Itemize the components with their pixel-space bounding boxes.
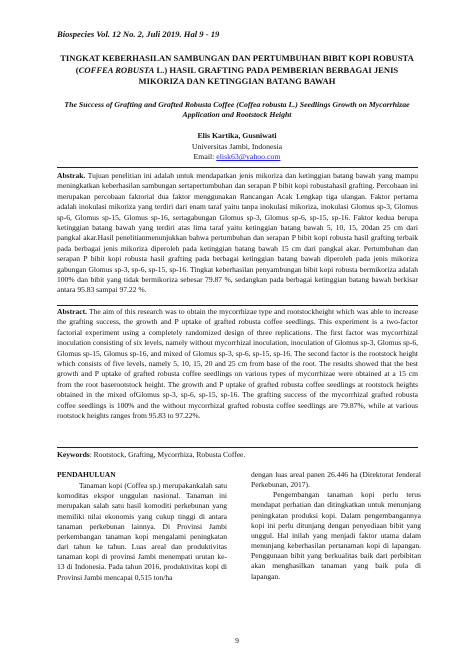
- abstract-paragraph: [57, 307, 418, 421]
- author-names: Elis Kartika, Gusniwati: [197, 131, 277, 140]
- author-block: [60, 131, 414, 163]
- section-heading-introduction: PENDAHULUAN: [57, 470, 116, 479]
- abstract-text: The aim of this research was to obtain the mycorrhizae type and rootstockheight which was able to increase the grafting success, the growth and P uptake of grafted robusta coffee seedlings. This experiment is a two-factor factorial experiment using a completely randomized design of three replications. The first factor was mycorrhizal inoculation consisting of six levels, namely without mycorrhizal inoculation, inoculation of Glomus sp-3, Glomus sp-6, Glomus sp-15, Glomus sp-16, and mixed of Glomus sp-3, sp-6, sp-15, sp-16. The second factor is the rootstock height which consists of five levels, namely 5, 10, 15, 20 and 25 cm from base of the root. The results showed that the best growth and P uptake of grafted robusta coffee seedlings on various types of mycorrhizae were obtained at a 15 cm from the root baserootstock height. The growth and P uptake of grafted robusta coffee seedlings at rootstock heights obtained in the mixed ofGlomus sp-3, sp-6, sp-15, sp-16. The grafting success of the mycorrhizal grafted robusta coffee seedlings is 100% and the without mycorrhizal grafted robusta coffee seedlings are 79.87%, while at various rootstock heights ranges from 95.83 to 97.22%.: [57, 307, 418, 421]
- english-title: The Success of Grafting and Grafted Robusta Coffee (Coffea robusta L.) Seedlings Growth on Mycorrhizae Application and Rootstock Height: [64, 100, 410, 119]
- keywords-label: Keywords: [57, 450, 90, 459]
- intro-paragraph-1-continued: dengan luas areal panen 26.446 ha (Direktorat Jenderal Perkebunan, 2017).: [251, 470, 421, 490]
- journal-header: Biospecies Vol. 12 No. 2, Juli 2019. Hal 9 - 19: [57, 29, 220, 39]
- abstrak-text: Tujuan penelitian ini adalah untuk mendapatkan jenis mikoriza dan ketinggian batang bawah yang mampu meningkatkan keberhasilan sambungan sertapertumbuhan dan serapan P bibit kopi robustahasil grafting. Percobaan ini merupakan percobaan faktorial dua faktor menggunakan Rancangan Acak Lengkap tiga ulangan. Faktor pertama adalah inokulasi mikoriza yang terdiri dari enam taraf yaitu tanpa inokulasi mikoriza, inokulasi Glomus sp-3, Glomus sp-6, Glomus sp-15, Glomus sp-16, sertagabungan Glomus sp-3, Glomus sp-6, sp-15, sp-16. Faktor kedua berupa ketinggian batang bawah yang terdiri atas lima taraf yaitu ketinggian batang bawah 5, 10, 15, 20dan 25 cm dari pangkal akar.Hasil penelitianmenunjukkan bahwa pertumbuhan dan serapan P bibit kopi robusta hasil grafting terbaik pada berbagai jenis mikoriza diperoleh pada ketinggian batang bawah 15 cm dari pangkal akar. Pertumbuhan dan serapan P bibit kopi robusta hasil grafting pada berbagai ketinggian batang bawah diperoleh pada jenis mikoriza gabungan Glomus sp-3, sp-6, sp-15, sp-16. Tingkat keberhasilan penyambungan bibit kopi robusta bermikoriza adalah 100% dan bibit yang tidak bermikoriza sebesar 79.87 %, sedangkan pada berbagai ketinggian batang bawah berkisar antara 95.83 sampai 97.22 %.: [57, 171, 418, 295]
- page-number: 9: [235, 636, 239, 645]
- keywords-text: : Rootstock, Grafting, Mycorrhiza, Robusta Coffee.: [89, 450, 246, 459]
- keywords-top-rule: [57, 447, 418, 448]
- keywords-line: [57, 450, 418, 460]
- title-part-1: TINGKAT KEBERHASILAN SAMBUNGAN DAN PERTUMBUHAN BIBIT KOPI ROBUSTA (: [60, 53, 414, 75]
- abstrak-label: Abstrak.: [57, 171, 86, 180]
- title-species: COFFEA ROBUSTA: [78, 64, 155, 75]
- email-label: Email:: [193, 152, 217, 162]
- author-affiliation: Universitas Jambi, Indonesia: [191, 141, 283, 151]
- intro-paragraph-1: Tanaman kopi (Coffea sp.) merupakankalah satu komoditas ekspor unggulan nasional. Tanaman ini merupakan salah satu hasil komoditi perkebunan yang memiliki nilai ekonomis yang cukup tinggi di antara tanaman perkebunan lainnya. Di Provinsi Jambi perkembangan tanaman kopi mengalami peningkatan dari tahun ke tahun. Luas areal dan produktivitas tanaman kopi di provinsi Jambi menempati urutan ke-13 di Indonesia. Pada tahun 2016, produktivitas kopi di Provinsi Jambi mencapai 0,515 ton/ha: [57, 481, 227, 582]
- body-column-right: [251, 470, 421, 582]
- email-link[interactable]: elisk63@yahoo.com: [216, 152, 281, 162]
- abstract-label: Abstract.: [57, 307, 87, 316]
- body-column-left: [57, 470, 227, 583]
- intro-paragraph-2: Pengembangan tanaman kopi perlu terus mendapat perhatian dan ditingkatkan untuk menunjang peningkatan produksi kopi. Dalam pengembangannya kopi ini perlu ditunjang dengan penyediaan bibit yang unggul. Hal inilah yang menjadi faktor utama dalam menunjang keberhasilan pertanaman kopi di lapangan. Penggunaan bibit yang berkualitas baik dari perbibitan akan menghasilkan tanaman yang baik pula di lapangan.: [251, 490, 421, 581]
- paper-title: [60, 53, 414, 88]
- abstract-top-rule: [57, 167, 418, 168]
- abstrak-paragraph: [57, 171, 418, 296]
- author-email-line: [60, 152, 414, 163]
- title-part-2: L.) HASIL GRAFTING PADA PEMBERIAN BERBAGAI JENIS MIKORIZA DAN KETINGGIAN BATANG BAWAH: [138, 64, 399, 87]
- abstract-divider-rule: [57, 305, 418, 306]
